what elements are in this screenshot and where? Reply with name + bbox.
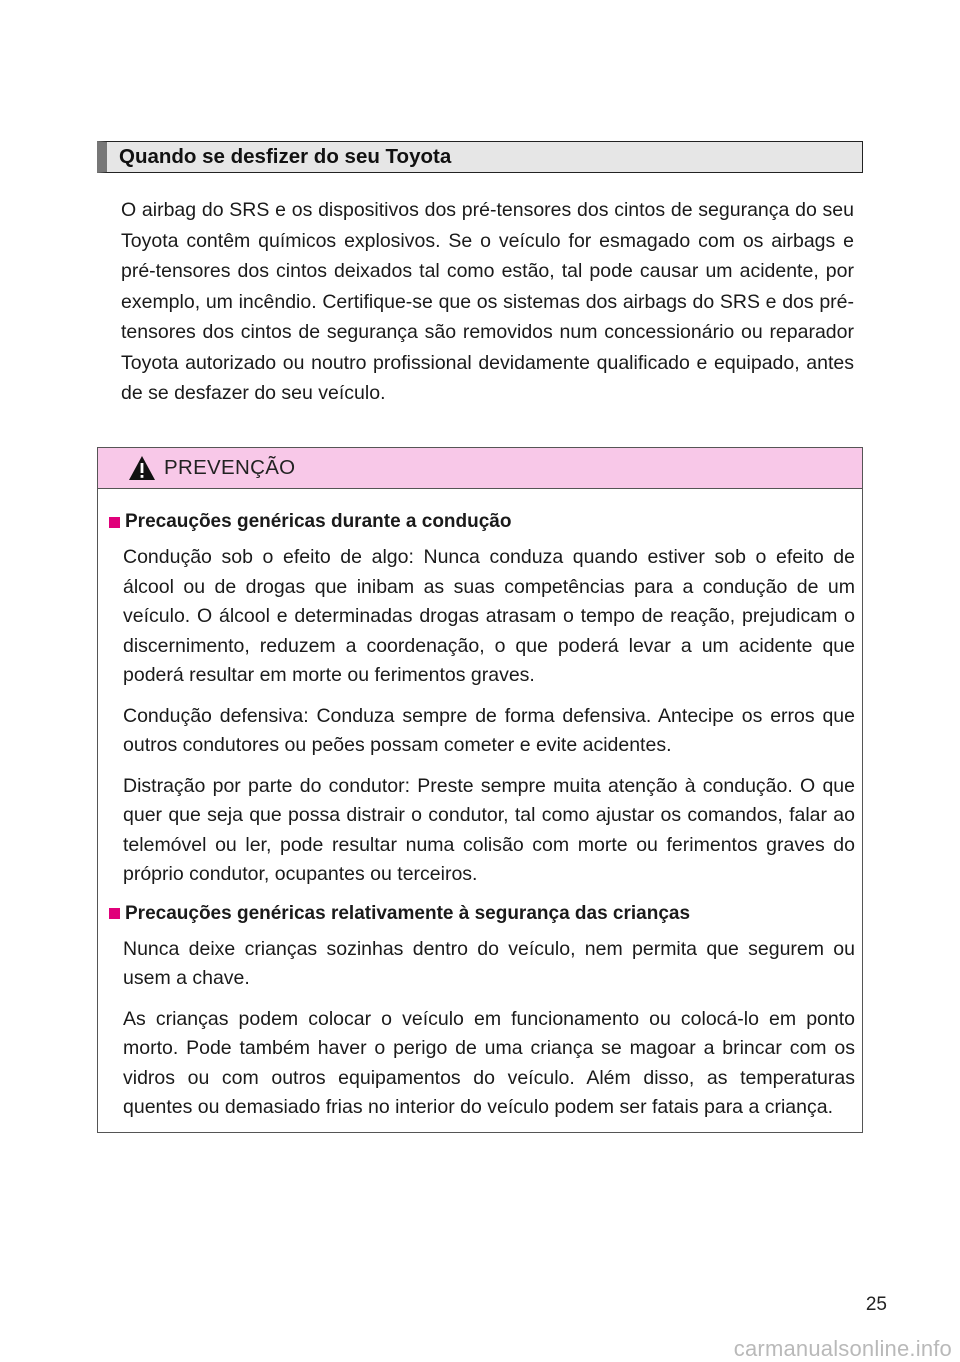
intro-paragraph: O airbag do SRS e os dispositivos dos pré-tensores dos cintos de segurança do seu Toyota contêm químicos explosivos. Se o veículo for esmagado com os airbags e pré-tensores dos cintos deixados tal como estão, tal pode causar um acidente, por exemplo, um incêndio. Certifique-se que os sistemas dos airbags do SRS e dos pré-tensores dos cintos de segurança são removidos num concessionário ou reparador Toyota autorizado ou noutro profissional devidamente qualificado e equipado, antes de se desfazer do seu veículo. [121, 199, 854, 404]
warning-body [98, 489, 862, 1123]
warning-box [97, 447, 863, 1133]
paragraph-children-risks: As crianças podem colocar o veículo em funcionamento ou colocá-lo em ponto morto. Pode também haver o perigo de uma criança se magoar a brincar com os vidros ou com outros equipamentos do veículo. Além disso, as temperaturas quentes ou demasiado frias no interior do veículo podem ser fatais para a criança. [123, 1007, 855, 1118]
watermark: carmanualsonline.info [733, 1336, 952, 1361]
paragraph-defensive: Condução defensiva: Conduza sempre de forma defensiva. Antecipe os erros que outros condutores ou peões possam cometer e evite acidentes. [123, 704, 855, 756]
page-number: 25 [865, 1294, 887, 1315]
square-bullet-icon [109, 908, 120, 919]
warning-header [98, 448, 862, 489]
warning-triangle-icon [128, 455, 156, 481]
paragraph-influence: Condução sob o efeito de algo: Nunca conduza quando estiver sob o efeito de álcool ou de drogas que inibam as suas competências para a condução de um veículo. O álcool e determinadas drogas atrasam o tempo de reação, prejudicam o discernimento, reduzem a coordenação, o que poderá levar a um acidente que poderá resultar em morte ou ferimentos graves. [123, 546, 855, 686]
subheading-children [107, 901, 853, 927]
subheading-driving [107, 509, 853, 535]
section-title: Quando se desfizer do seu Toyota [119, 145, 452, 168]
paragraph-children-alone: Nunca deixe crianças sozinhas dentro do veículo, nem permita que segurem ou usem a chave. [123, 937, 855, 989]
square-bullet-icon [109, 517, 120, 528]
warning-title: PREVENÇÃO [164, 456, 296, 479]
section-heading [97, 141, 863, 173]
paragraph-distraction: Distração por parte do condutor: Preste sempre muita atenção à condução. O que quer que seja que possa distrair o condutor, tal como ajustar os comandos, falar ao telemóvel ou ler, pode resultar numa colisão com morte ou ferimentos graves do próprio condutor, ocupantes ou terceiros. [123, 774, 855, 885]
subheading-label: Precauções genéricas relativamente à segurança das crianças [125, 902, 691, 924]
subheading-label: Precauções genéricas durante a condução [125, 511, 512, 532]
